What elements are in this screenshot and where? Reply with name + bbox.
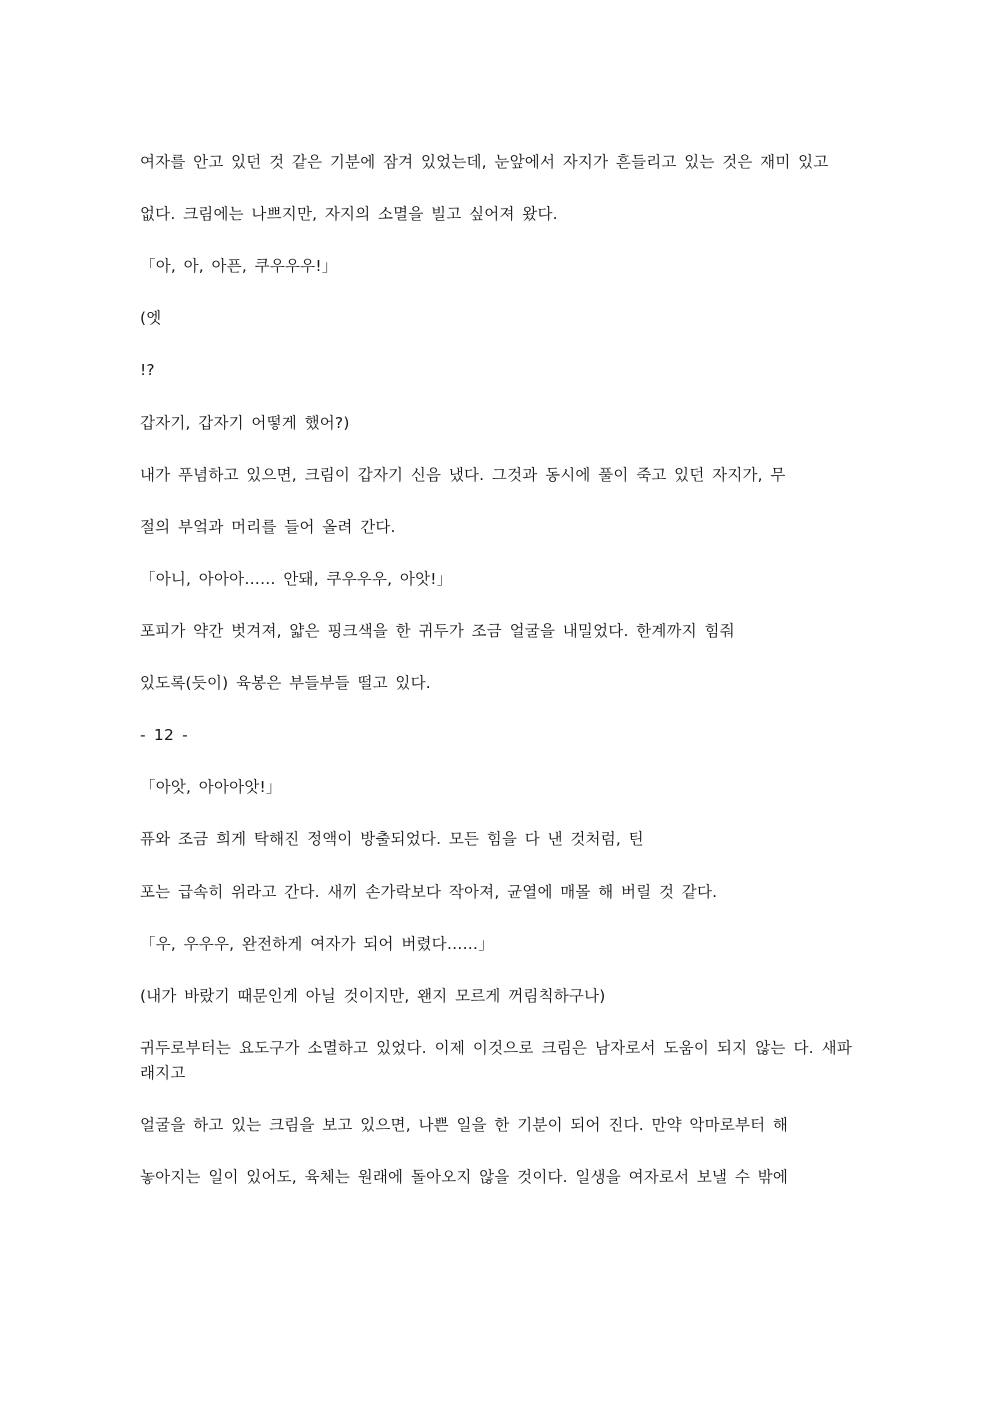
- document-body: [140, 150, 852, 1190]
- paragraph: 「우, 우우우, 완전하게 여자가 되어 버렸다……」: [140, 934, 494, 953]
- paragraph: 귀두로부터는 요도구가 소멸하고 있었다. 이제 이것으로 크림은 남자로서 도움이 되지 않는 다. 새파래지고: [140, 1038, 852, 1082]
- paragraph: 없다. 크림에는 나쁘지만, 자지의 소멸을 빌고 싶어져 왔다.: [140, 205, 558, 224]
- paragraph: 퓨와 조금 희게 탁해진 정액이 방출되었다. 모든 힘을 다 낸 것처럼, 틴: [140, 830, 644, 849]
- paragraph: 「아앗, 아아아앗!」: [140, 778, 282, 797]
- paragraph: 놓아지는 일이 있어도, 육체는 원래에 돌아오지 않을 것이다. 일생을 여자로서 보낼 수 밖에: [140, 1168, 789, 1187]
- paragraph: 절의 부엌과 머리를 들어 올려 간다.: [140, 517, 396, 536]
- paragraph: 포피가 약간 벗겨져, 얇은 핑크색을 한 귀두가 조금 얼굴을 내밀었다. 한계까지 힘줘: [140, 621, 735, 640]
- paragraph: 있도록(듯이) 육봉은 부들부들 떨고 있다.: [140, 674, 431, 693]
- paragraph: 얼굴을 하고 있는 크림을 보고 있으면, 나쁜 일을 한 기분이 되어 진다. 만약 악마로부터 해: [140, 1116, 789, 1135]
- paragraph: 갑자기, 갑자기 어떻게 했어?): [140, 413, 350, 432]
- paragraph: !?: [140, 361, 155, 380]
- paragraph: 「아, 아, 아픈, 쿠우우우!」: [140, 257, 338, 276]
- paragraph: 포는 급속히 위라고 간다. 새끼 손가락보다 작아져, 균열에 매몰 해 버릴 것 같다.: [140, 882, 718, 901]
- paragraph: (내가 바랐기 때문인게 아닐 것이지만, 왠지 모르게 꺼림칙하구나): [140, 986, 606, 1005]
- page-number: - 12 -: [140, 726, 188, 745]
- paragraph: 여자를 안고 있던 것 같은 기분에 잠겨 있었는데, 눈앞에서 자지가 흔들리고 있는 것은 재미 있고: [140, 153, 829, 171]
- paragraph: 「아니, 아아아…… 안돼, 쿠우우우, 아앗!」: [140, 569, 453, 588]
- paragraph: 내가 푸념하고 있으면, 크림이 갑자기 신음 냈다. 그것과 동시에 풀이 죽고 있던 자지가, 무: [140, 465, 786, 484]
- paragraph: (엣: [140, 309, 162, 328]
